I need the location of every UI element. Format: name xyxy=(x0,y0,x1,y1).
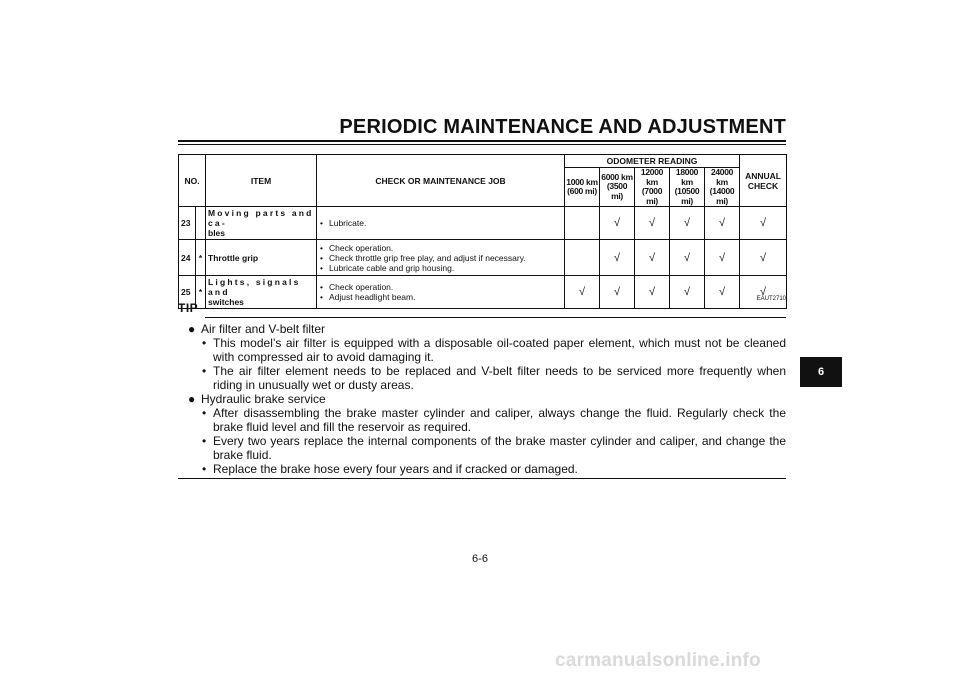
section-title-text: Air filter and V-belt filter xyxy=(201,322,326,336)
mi-value: (10500 mi) xyxy=(674,186,700,206)
mi-value: (7000 mi) xyxy=(641,186,663,206)
header-km-1 xyxy=(565,168,600,207)
row-item xyxy=(206,240,317,276)
item-line: Moving parts and ca- xyxy=(208,208,314,228)
check-mark: √ xyxy=(600,240,635,276)
tip-section-title xyxy=(178,392,786,406)
check-mark: √ xyxy=(600,207,635,240)
bullet-icon: • xyxy=(202,434,207,448)
row-item xyxy=(206,207,317,240)
tip-item xyxy=(178,434,786,462)
bullet-icon: • xyxy=(202,462,207,476)
header-km-4 xyxy=(670,168,705,207)
tip-section-title xyxy=(178,322,786,336)
job-bullet: • Adjust headlight beam. xyxy=(320,292,561,302)
check-mark: √ xyxy=(740,240,787,276)
mi-value: (3500 mi) xyxy=(606,181,628,201)
bullet-icon: • xyxy=(202,406,207,420)
table-row xyxy=(179,240,787,276)
check-mark: √ xyxy=(600,276,635,309)
check-mark: √ xyxy=(705,240,740,276)
filled-circle-icon: ● xyxy=(188,322,196,336)
tip-item-text: This model’s air filter is equipped with a disposable oil-coated paper element, which must not be cleaned with compressed air to avoid damaging it. xyxy=(213,336,786,364)
tip-body xyxy=(178,322,786,476)
row-number: 24 xyxy=(179,240,196,276)
section-title-text: Hydraulic brake service xyxy=(201,392,326,406)
job-bullet: • Check operation. xyxy=(320,282,561,292)
check-mark: √ xyxy=(705,207,740,240)
tip-item-text: After disassembling the brake master cylinder and caliper, always change the fluid. Regularly check the brake fluid level and fill the reservoir as required. xyxy=(213,406,786,434)
check-mark: √ xyxy=(635,207,670,240)
tip-bottom-rule xyxy=(178,478,786,479)
job-bullet: • Lubricate. xyxy=(320,218,561,228)
mi-value: (600 mi) xyxy=(567,186,597,196)
header-annual-line2: CHECK xyxy=(747,180,779,191)
km-value: 12000 km xyxy=(640,167,664,187)
row-mark: * xyxy=(196,276,206,309)
check-mark: √ xyxy=(740,207,787,240)
filled-circle-icon: ● xyxy=(188,392,196,406)
tip-item xyxy=(178,462,786,476)
bullet-icon: • xyxy=(202,336,207,350)
row-number: 25 xyxy=(179,276,196,309)
tip-item xyxy=(178,336,786,364)
maintenance-table xyxy=(178,154,787,309)
tip-item xyxy=(178,364,786,392)
title-rule-thin xyxy=(178,144,786,145)
job-bullet: • Lubricate cable and grip housing. xyxy=(320,263,561,273)
check-mark: √ xyxy=(670,276,705,309)
header-item: ITEM xyxy=(206,155,317,207)
header-km-5 xyxy=(705,168,740,207)
header-annual xyxy=(740,155,787,207)
check-mark: √ xyxy=(705,276,740,309)
km-value: 6000 km xyxy=(601,171,633,182)
check-mark: √ xyxy=(635,276,670,309)
km-value: 24000 km xyxy=(710,167,734,187)
title-rule xyxy=(178,140,786,142)
job-bullet: • Check operation. xyxy=(320,243,561,253)
check-mark: √ xyxy=(670,240,705,276)
item-line: Throttle grip xyxy=(208,252,259,263)
watermark: carmanualsonline.info xyxy=(555,650,761,671)
tip-item-text: Replace the brake hose every four years and if cracked or damaged. xyxy=(213,462,578,476)
km-value: 18000 km xyxy=(675,167,699,187)
check-mark xyxy=(565,240,600,276)
header-km-3 xyxy=(635,168,670,207)
header-km-2 xyxy=(600,168,635,207)
check-mark: √ xyxy=(565,276,600,309)
tip-item xyxy=(178,406,786,434)
header-job: CHECK OR MAINTENANCE JOB xyxy=(317,155,565,207)
mi-value: (14000 mi) xyxy=(709,186,735,206)
tip-label: TIP xyxy=(178,301,199,315)
km-value: 1000 km xyxy=(566,176,598,187)
row-number: 23 xyxy=(179,207,196,240)
tip-item-text: The air filter element needs to be replaced and V-belt filter needs to be serviced more frequently when riding in unusually wet or dusty areas. xyxy=(213,364,786,392)
page-title: PERIODIC MAINTENANCE AND ADJUSTMENT xyxy=(339,116,786,138)
header-odometer: ODOMETER READING xyxy=(565,155,740,168)
row-item xyxy=(206,276,317,309)
reference-code: EAUT2710 xyxy=(756,296,786,302)
table-header-row xyxy=(179,155,787,168)
item-line: bles xyxy=(208,228,226,238)
bullet-icon: • xyxy=(202,364,207,378)
table-row xyxy=(179,276,787,309)
chapter-tab: 6 xyxy=(800,357,842,387)
row-mark xyxy=(196,207,206,240)
header-annual-line1: ANNUAL xyxy=(745,170,781,181)
tip-rule xyxy=(205,317,786,318)
header-no: NO. xyxy=(179,155,206,207)
tip-item-text: Every two years replace the internal components of the brake master cylinder and caliper, and change the brake fluid. xyxy=(213,434,786,462)
page-number: 6-6 xyxy=(472,553,488,565)
check-mark: √ xyxy=(740,276,787,309)
table-row xyxy=(179,207,787,240)
item-line: Lights, signals and xyxy=(208,277,301,297)
job-bullet: • Check throttle grip free play, and adjust if necessary. xyxy=(320,253,561,263)
check-mark: √ xyxy=(670,207,705,240)
row-job xyxy=(317,240,565,276)
check-mark: √ xyxy=(635,240,670,276)
row-mark: * xyxy=(196,240,206,276)
row-job xyxy=(317,276,565,309)
item-line: switches xyxy=(208,297,244,307)
check-mark xyxy=(565,207,600,240)
row-job xyxy=(317,207,565,240)
